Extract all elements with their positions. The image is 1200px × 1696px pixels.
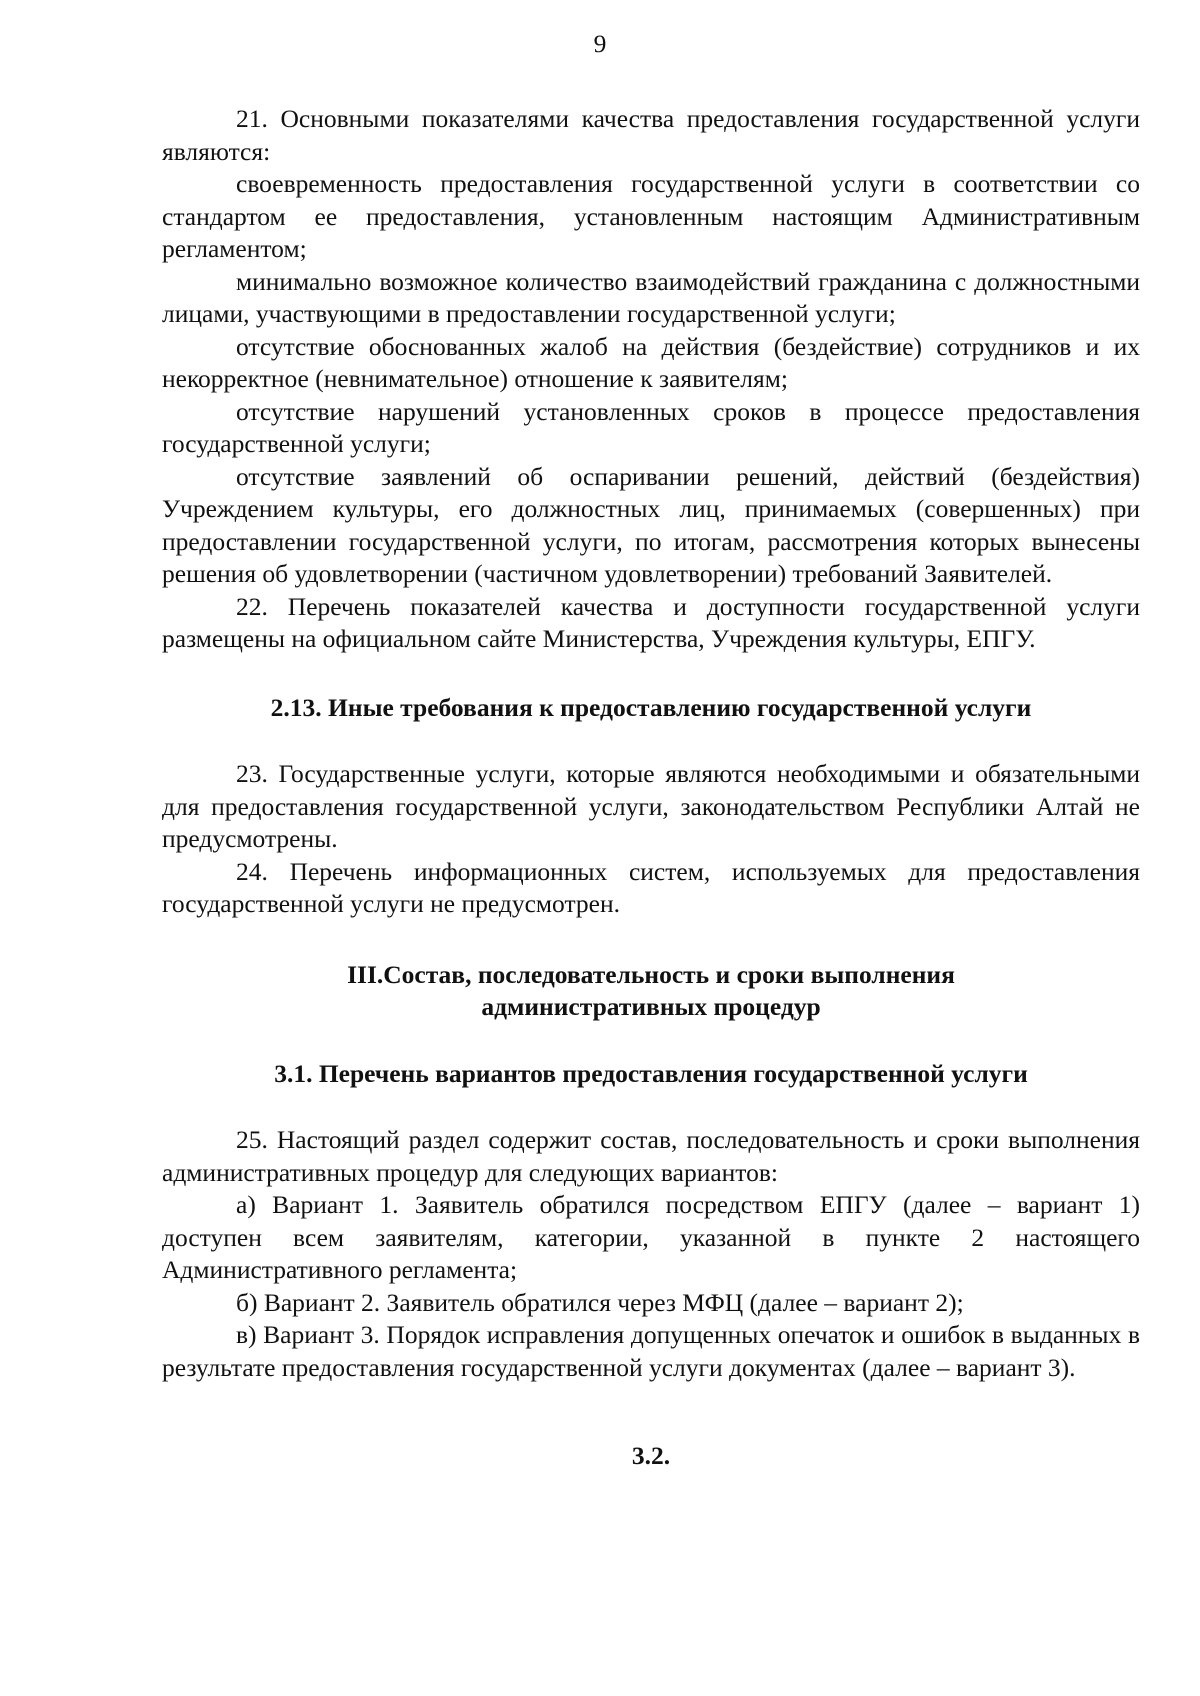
page-number: 9 — [593, 29, 607, 58]
paragraph-23: 23. Государственные услуги, которые являются необходимыми и обязательными для предоставления государственной услуги, законодательством Республики Алтай не предусмотрены. — [162, 759, 1140, 853]
chapter-heading-iii-line2: административных процедур — [481, 992, 821, 1021]
paragraph-24: 24. Перечень информационных систем, используемых для предоставления государственной услуги не предусмотрен. — [162, 856, 1140, 918]
paragraph-variant-3: в) Вариант 3. Порядок исправления допущенных опечаток и ошибок в выданных в результате предоставления государственной услуги документах (далее – вариант 3). — [162, 1320, 1140, 1382]
paragraph-timeliness: своевременность предоставления государственной услуги в соответствии со стандартом ее предоставления, установленным настоящим Административным регламентом; — [162, 169, 1140, 263]
paragraph-no-disputes: отсутствие заявлений об оспаривании решений, действий (бездействия) Учреждением культуры, его должностных лиц, принимаемых (совершенных) при предоставлении государственной услуги, по итогам, рассмотрения которых вынесены решения об удовлетворении (частичном удовлетворении) требований Заявителей. — [162, 461, 1140, 588]
paragraph-21: 21. Основными показателями качества предоставления государственной услуги являются: — [162, 104, 1140, 166]
chapter-heading-iii — [162, 959, 1140, 1024]
section-heading-3-2: 3.2. — [631, 1441, 671, 1470]
paragraph-min-interactions: минимально возможное количество взаимодействий гражданина с должностными лицами, участвующими в предоставлении государственной услуги; — [162, 266, 1140, 328]
paragraph-no-violations: отсутствие нарушений установленных сроков в процессе предоставления государственной услуги; — [162, 396, 1140, 458]
paragraph-no-complaints: отсутствие обоснованных жалоб на действия (бездействие) сотрудников и их некорректное (невнимательное) отношение к заявителям; — [162, 331, 1140, 393]
section-heading-2-13: 2.13. Иные требования к предоставлению государственной услуги — [270, 692, 1032, 722]
paragraph-22: 22. Перечень показателей качества и доступности государственной услуги размещены на официальном сайте Министерства, Учреждения культуры, ЕПГУ. — [162, 591, 1140, 653]
section-heading-3-1: 3.1. Перечень вариантов предоставления государственной услуги — [274, 1058, 1028, 1088]
chapter-heading-iii-line1: III.Состав, последовательность и сроки выполнения — [347, 959, 955, 989]
paragraph-variant-2: б) Вариант 2. Заявитель обратился через МФЦ (далее – вариант 2); — [236, 1287, 964, 1317]
document-body — [162, 103, 1140, 1473]
paragraph-variant-1: а) Вариант 1. Заявитель обратился посредством ЕПГУ (далее – вариант 1) доступен всем заявителям, категории, указанной в пункте 2 настоящего Административного регламента; — [162, 1190, 1140, 1284]
paragraph-25: 25. Настоящий раздел содержит состав, последовательность и сроки выполнения административных процедур для следующих вариантов: — [162, 1125, 1140, 1187]
